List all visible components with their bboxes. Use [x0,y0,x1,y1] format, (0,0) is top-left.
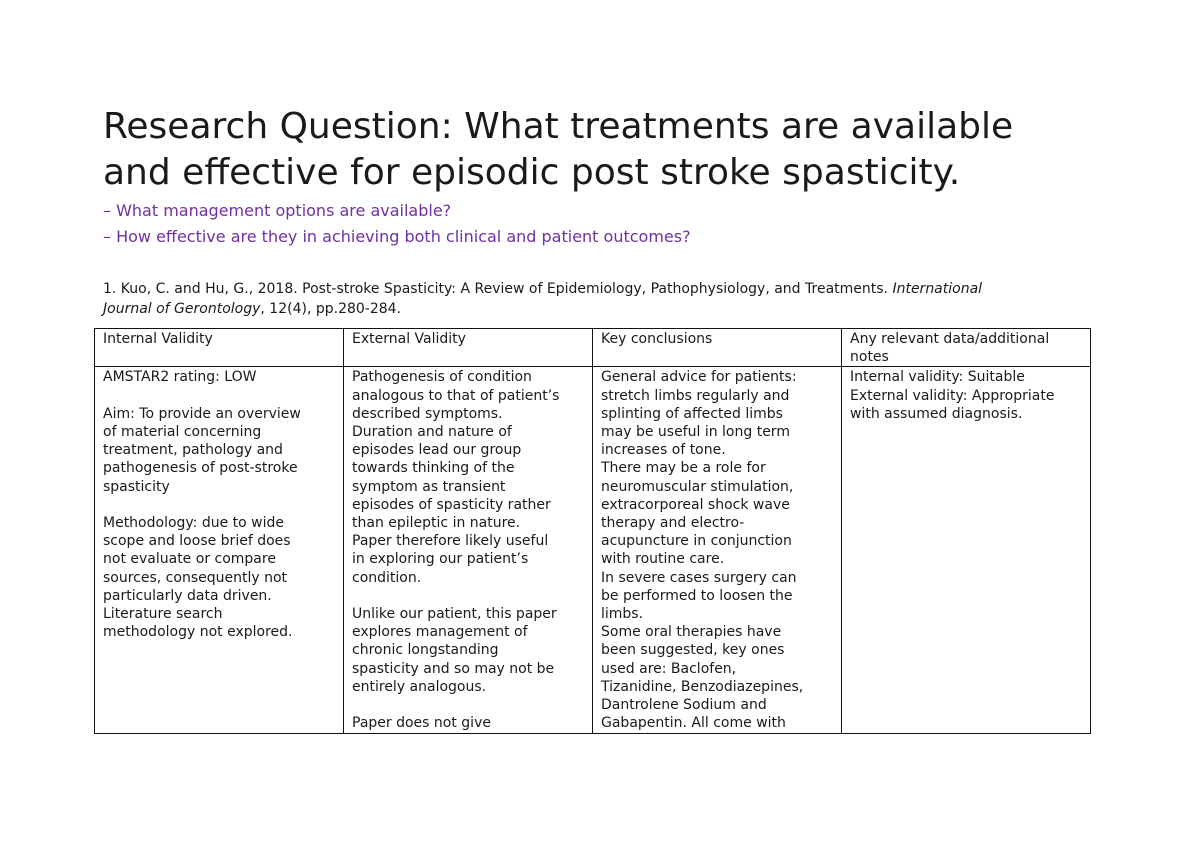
cell-key-conclusions [593,367,842,734]
evaluation-table [94,328,1091,734]
cell-line: Duration and nature of [352,424,512,441]
cell-additional-notes [842,367,1091,734]
cell-line: Paper does not give [352,715,491,732]
cell-line: with assumed diagnosis. [850,405,1023,422]
cell-line: extracorporeal shock wave [601,496,790,513]
cell-line: may be useful in long term [601,424,790,441]
subquestion-1: – What management options are available? [103,201,452,220]
research-question-title [103,104,1103,196]
cell-line [352,587,592,605]
title-line-1: Research Question: What treatments are available [103,106,1014,147]
cell-line: chronic longstanding [352,642,499,659]
cell-internal-validity [95,367,344,734]
cell-line: described symptoms. [352,405,503,422]
cell-line: AMSTAR2 rating: LOW [103,369,257,386]
cell-line: analogous to that of patient’s [352,387,560,404]
cell-line: Key conclusions [601,331,713,347]
cell-line: splinting of affected limbs [601,405,783,422]
cell-line: Tizanidine, Benzodiazepines, [601,678,804,695]
header-internal-validity [95,329,344,367]
cell-line: In severe cases surgery can [601,569,797,586]
cell-line: Any relevant data/additional [850,331,1050,347]
cell-line: There may be a role for [601,460,766,477]
cell-line: treatment, pathology and [103,442,283,459]
cell-line: Methodology: due to wide [103,515,285,531]
cell-line [103,387,343,405]
cell-line: notes [850,349,889,366]
cell-line: episodes of spasticity rather [352,496,551,513]
cell-line: spasticity and so may not be [352,660,555,677]
cell-line: of material concerning [103,424,262,440]
cell-line: Internal Validity [103,331,213,347]
cell-line [352,696,592,714]
cell-line: condition. [352,569,422,586]
cell-line: entirely analogous. [352,678,487,695]
cell-line: spasticity [103,478,170,495]
cell-line: acupuncture in conjunction [601,533,792,550]
cell-line: External Validity [352,331,466,347]
cell-line: General advice for patients: [601,369,797,386]
table-row [95,367,1091,734]
cell-external-validity [344,367,593,734]
cell-line: limbs. [601,606,644,623]
cell-line: Literature search [103,606,223,623]
cell-line: with routine care. [601,551,725,568]
cell-line: used are: Baclofen, [601,660,737,677]
subquestion-2: – How effective are they in achieving both clinical and patient outcomes? [103,227,691,246]
cell-line: particularly data driven. [103,587,272,604]
cell-line: External validity: Appropriate [850,387,1055,404]
cell-line: towards thinking of the [352,460,515,477]
cell-line: Gabapentin. All come with [601,715,786,732]
cell-line: therapy and electro- [601,515,745,532]
cell-line: neuromuscular stimulation, [601,478,794,495]
cell-line: not evaluate or compare [103,551,276,568]
cell-line: been suggested, key ones [601,642,785,659]
table-header-row [95,329,1091,367]
cell-line: episodes lead our group [352,442,522,459]
cell-line: Aim: To provide an overview [103,405,301,422]
cell-line: symptom as transient [352,478,506,495]
header-additional-notes [842,329,1091,367]
header-external-validity [344,329,593,367]
cell-line [103,496,343,514]
reference-line-2 [103,299,1093,319]
cell-line: be performed to loosen the [601,587,793,604]
journal-name-part-1: International [892,281,983,297]
reference-volume-pages: , 12(4), pp.280-284. [260,301,402,317]
reference-text: 1. Kuo, C. and Hu, G., 2018. Post-stroke Spasticity: A Review of Epidemiology, Pathophysiology, and Treatments. [103,281,893,297]
cell-line: in exploring our patient’s [352,551,529,568]
cell-line: sources, consequently not [103,569,288,586]
cell-line: Paper therefore likely useful [352,533,549,550]
cell-line: Dantrolene Sodium and [601,697,767,714]
header-key-conclusions [593,329,842,367]
journal-name-part-2: Journal of Gerontology [103,301,261,317]
cell-line: than epileptic in nature. [352,515,521,532]
title-line-2: and effective for episodic post stroke spasticity. [103,152,961,193]
cell-line: stretch limbs regularly and [601,387,790,404]
reference-citation [103,279,1093,319]
reference-line-1 [103,279,1093,299]
cell-line: Unlike our patient, this paper [352,606,557,623]
cell-line: methodology not explored. [103,624,293,641]
cell-line: scope and loose brief does [103,533,291,550]
cell-line: Some oral therapies have [601,624,782,641]
cell-line: Internal validity: Suitable [850,369,1025,386]
cell-line: Pathogenesis of condition [352,369,532,386]
cell-line: explores management of [352,624,528,641]
cell-line: increases of tone. [601,442,726,459]
cell-line: pathogenesis of post-stroke [103,460,298,477]
